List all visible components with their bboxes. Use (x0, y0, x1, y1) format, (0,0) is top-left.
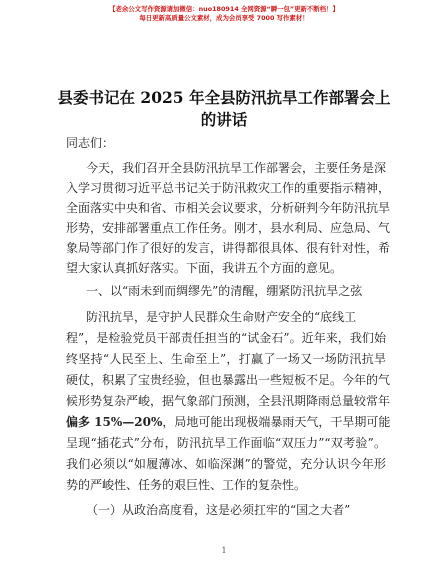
paragraph-1-line-4: 形势，安排部署重点工作任务。刚才，县水利局、应急局、气 (66, 221, 391, 235)
paragraph-1-line-3: 全面落实中央和省、市相关会议要求，分析研判今年防汛抗旱 (66, 201, 391, 215)
promo-banner-line-2: 每日更新高质量公文素材，成为会员享受 7000 写作素材！ (139, 14, 309, 22)
title-line-1: 县委书记在 2025 年全县防汛抗旱工作部署会上 (57, 88, 391, 107)
paragraph-2-line-9: 势的严峻性、任务的艰巨性、工作的复杂性。 (66, 478, 307, 492)
paragraph-2-line-6-rest: ，局地可能出现极端暴雨天气，干旱期可能 (162, 415, 391, 429)
paragraph-1-line-6: 望大家认真抓好落实。下面，我讲五个方面的意见。 (66, 261, 343, 275)
paragraph-2-line-3: 终坚持“人民至上、生命至上”，打赢了一场又一场防汛抗旱 (66, 352, 386, 366)
page-number: 1 (221, 546, 227, 555)
paragraph-2-line-5: 候形势复杂严峻，据气象部门预测，全县汛期降雨总量较常年 (66, 394, 391, 408)
paragraph-2-line-1: 防汛抗旱，是守护人民群众生命财产安全的“底线工 (86, 310, 357, 324)
paragraph-2-line-8: 我们必须以“如履薄冰、如临深渊”的警觉，充分认识今年形 (66, 457, 386, 471)
paragraph-2-line-2: 程”，是检验党员干部责任担当的“试金石”。近年来，我们始 (66, 331, 386, 345)
paragraph-2-line-7: 呈现“插花式”分布，防汛抗旱工作面临“双压力”“双考验”。 (66, 436, 386, 450)
promo-banner-line-1: 【老余公文写作资源请加微信：nuo180914 全网资源“瞬一包”更新不断档！】 (109, 5, 339, 13)
document-title (40, 87, 408, 131)
paragraph-1-line-5: 象局等部门作了很好的发言，讲得都很具体、很有针对性，希 (66, 241, 391, 255)
paragraph-2-line-4: 硬仗，积累了宝贵经验，但也暴露出一些短板不足。今年的气 (66, 373, 391, 387)
subheading-1: （一）从政治高度看，这是必须扛牢的“国之大者” (86, 503, 351, 517)
paragraph-1-line-2: 入学习贯彻习近平总书记关于防汛救灾工作的重要指示精神， (66, 181, 391, 195)
paragraph-2-line-6 (66, 415, 390, 429)
promo-banner (0, 5, 448, 23)
title-line-2: 的讲话 (200, 110, 248, 129)
salutation: 同志们： (66, 136, 115, 150)
highlighted-statistic: 偏多 15%—20% (66, 415, 163, 429)
paragraph-1-line-1: 今天，我们召开全县防汛抗旱工作部署会，主要任务是深 (86, 161, 387, 175)
section-heading-1: 一、以“雨未到而绸缪先”的清醒，绷紧防汛抗旱之弦 (86, 284, 363, 298)
